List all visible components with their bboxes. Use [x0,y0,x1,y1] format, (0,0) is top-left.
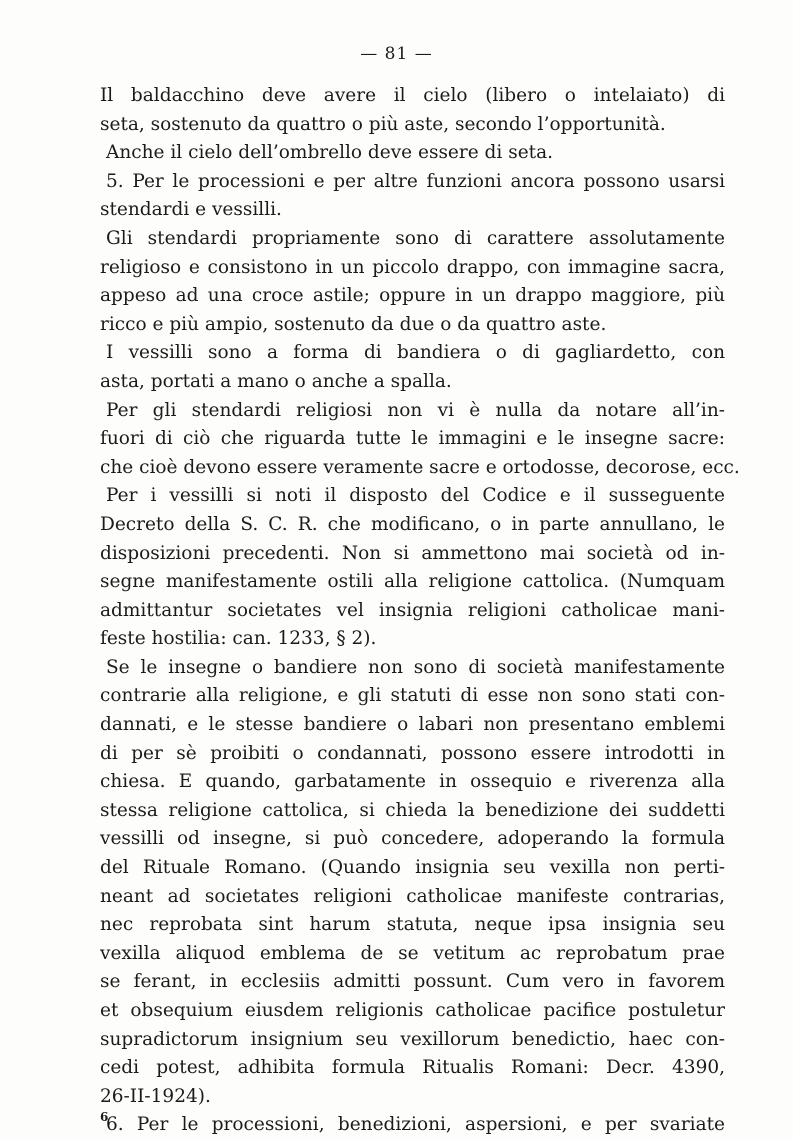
text-line: I vessilli sono a forma di bandiera o di gagliardetto, con [106,342,725,364]
text-line: se ferant, in ecclesiis admitti possunt. Cum vero in favorem [100,971,725,993]
text-line: 5. Per le processioni e per altre funzioni ancora possono usarsi [106,170,725,192]
text-line: disposizioni precedenti. Non si ammettono mai società od in- [100,542,725,564]
text-line: Gli stendardi propriamente sono di carattere assolutamente [106,227,725,249]
text-line: seta, sostenuto da quattro o più aste, secondo l’opportunità. [100,113,666,135]
text-line: admittantur societates vel insignia religioni catholicae mani- [100,599,725,621]
text-line: Per i vessilli si noti il disposto del Codice e il susseguente [106,485,725,507]
text-line: stendardi e vessilli. [100,199,282,221]
text-line: fuori di ciò che riguarda tutte le immagini e le insegne sacre: [100,428,725,450]
body-text [100,82,740,1140]
page-number: — 81 — [360,44,433,64]
text-line: chiesa. E quando, garbatamente in ossequio e riverenza alla [100,771,725,793]
text-line: 26-II-1924). [100,1085,211,1107]
text-line: del Rituale Romano. (Quando insignia seu vexilla non perti- [100,857,725,879]
text-line: appeso ad una croce astile; oppure in un drappo maggiore, più [100,285,725,307]
text-line: Se le insegne o bandiere non sono di società manifestamente [106,656,725,678]
text-line: Decreto della S. C. R. che modificano, o in parte annullano, le [100,513,725,535]
text-line: di per sè proibiti o condannati, possono essere introdotti in [100,742,725,764]
text-line: contrarie alla religione, e gli statuti di esse non sono stati con- [100,685,725,707]
text-line: nec reprobata sint harum statuta, neque ipsa insignia seu [100,914,725,936]
text-line: Il baldacchino deve avere il cielo (libero o intelaiato) di [100,85,725,106]
text-line: 6. Per le processioni, benedizioni, aspersioni, e per svariate [106,1114,725,1136]
signature-mark: 6 [100,1110,109,1124]
text-line: asta, portati a mano o anche a spalla. [100,370,452,392]
text-line: vexilla aliquod emblema de se vetitum ac reprobatum prae [100,942,725,964]
text-line: Per gli stendardi religiosi non vi è nulla da notare all’in- [106,399,725,421]
text-line: neant ad societates religioni catholicae manifeste contrarias, [100,885,725,907]
text-line: vessilli od insegne, si può concedere, adoperando la formula [100,828,725,850]
text-line: dannati, e le stesse bandiere o labari non presentano emblemi [100,714,725,736]
text-line: che cioè devono essere veramente sacre e ortodosse, decorose, ecc. [100,456,740,478]
text-line: et obsequium eiusdem religionis catholicae pacifice postuletur [100,1000,725,1021]
text-line: religioso e consistono in un piccolo drappo, con immagine sacra, [100,256,725,278]
text-line: feste hostilia: can. 1233, § 2). [100,628,377,650]
text-line: supradictorum insignium seu vexillorum benedictio, haec con- [100,1028,725,1050]
text-line: stessa religione cattolica, si chieda la benedizione dei suddetti [100,799,725,821]
text-line: segne manifestamente ostili alla religione cattolica. (Numquam [100,571,725,593]
text-line: Anche il cielo dell’ombrello deve essere di seta. [106,142,553,164]
text-line: cedi potest, adhibita formula Ritualis Romani: Decr. 4390, [100,1057,725,1079]
text-line: ricco e più ampio, sostenuto da due o da quattro aste. [100,313,607,335]
